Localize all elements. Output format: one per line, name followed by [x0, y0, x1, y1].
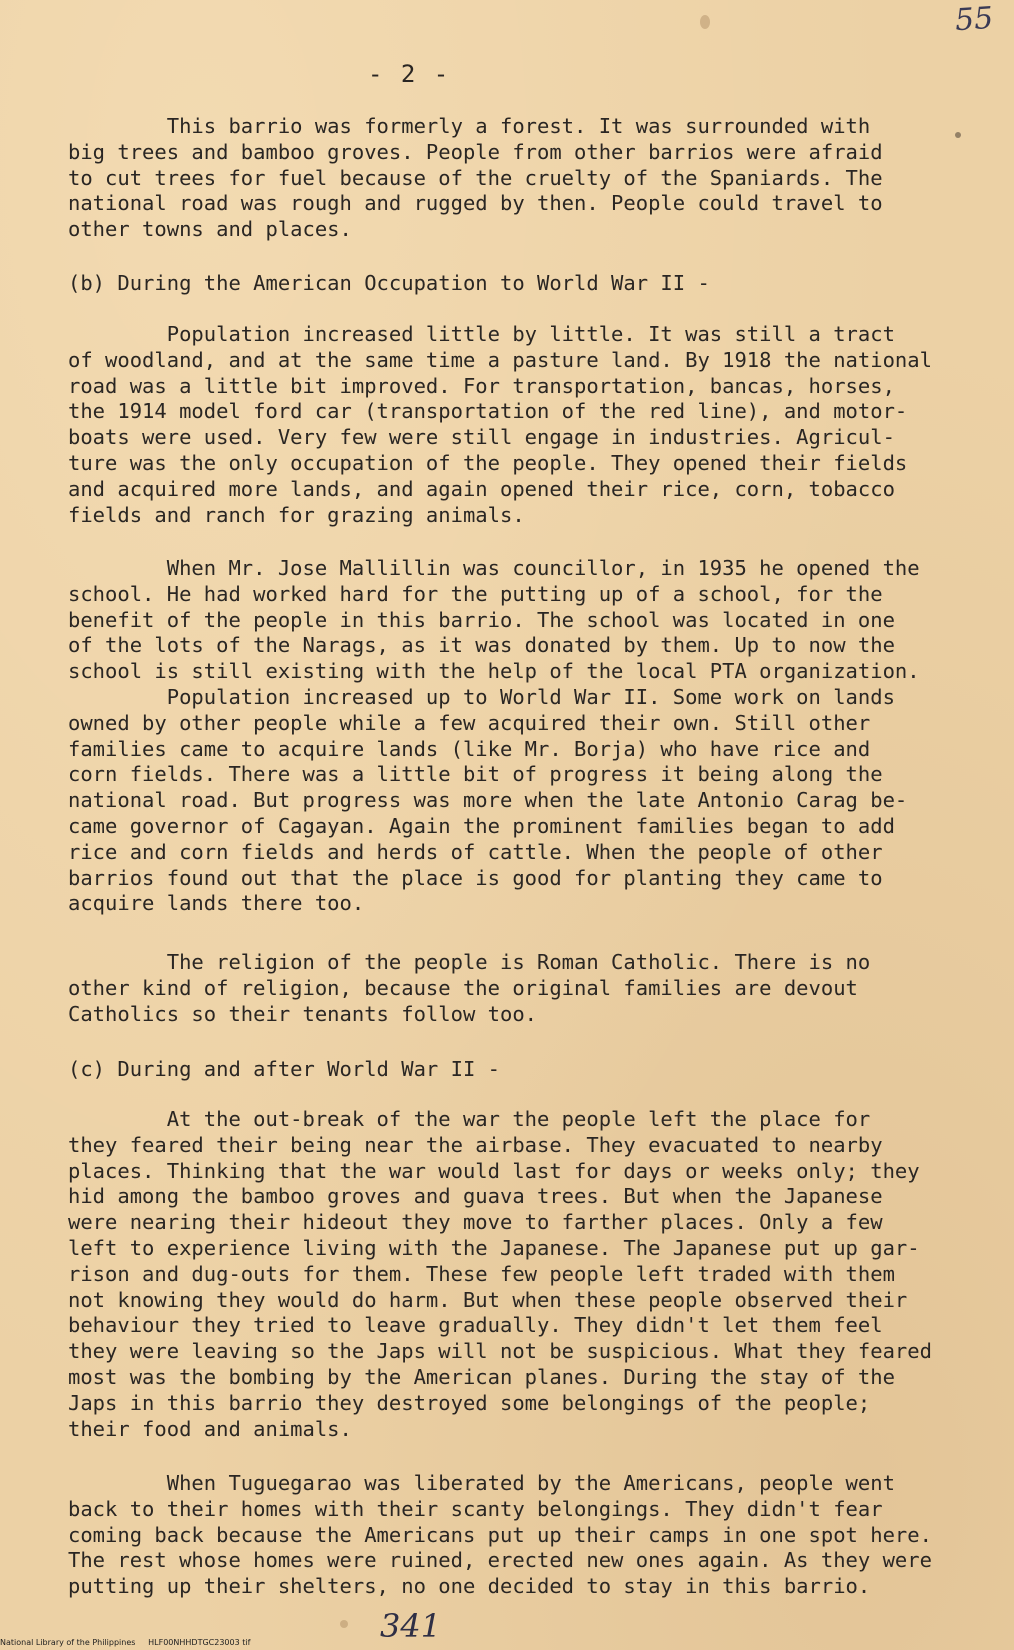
- text-line: (c) During and after World War II -: [68, 1057, 500, 1081]
- text-line: most was the bombing by the American planes. During the stay of the: [68, 1364, 895, 1389]
- paper-stain: [700, 15, 710, 29]
- text-line: were nearing their hideout they move to farther places. Only a few: [68, 1210, 883, 1235]
- text-line: school. He had worked hard for the putting up of a school, for the: [68, 581, 883, 606]
- text-line: (b) During the American Occupation to World War II -: [68, 271, 710, 295]
- text-line: At the out-break of the war the people left the place for: [68, 1107, 871, 1131]
- text-line: their food and animals.: [68, 1416, 352, 1441]
- text-line: of the lots of the Narags, as it was donated by them. Up to now the: [68, 633, 895, 658]
- handwritten-bottom-number: 341: [380, 1607, 442, 1645]
- typed-page-number: - 2 -: [368, 60, 451, 88]
- paragraph: [68, 950, 988, 1027]
- text-line: rison and dug-outs for them. These few people left traded with them: [68, 1261, 895, 1286]
- text-line: not knowing they would do harm. But when these people observed their: [68, 1287, 908, 1312]
- text-line: acquire lands there too.: [68, 891, 365, 916]
- text-line: Catholics so their tenants follow too.: [68, 1001, 537, 1026]
- text-line: corn fields. There was a little bit of progress it being along the: [68, 762, 883, 787]
- text-line: the 1914 model ford car (transportation of the red line), and motor-: [68, 399, 908, 424]
- section-heading-b: [68, 271, 988, 297]
- text-line: ture was the only occupation of the people. They opened their fields: [68, 450, 908, 475]
- paragraph: [68, 114, 988, 243]
- text-line: boats were used. Very few were still engage in industries. Agricul-: [68, 425, 895, 450]
- text-line: fields and ranch for grazing animals.: [68, 502, 525, 527]
- text-line: back to their homes with their scanty belongings. They didn't fear: [68, 1496, 883, 1521]
- paper-stain: [340, 1620, 348, 1628]
- text-line: to cut trees for fuel because of the cruelty of the Spaniards. The: [68, 165, 883, 190]
- archive-footer: National Library of the Philippines HLF00NHHDTGC23003 tif: [0, 1638, 251, 1647]
- text-line: benefit of the people in this barrio. The school was located in one: [68, 607, 895, 632]
- text-line: road was a little bit improved. For transportation, bancas, horses,: [68, 373, 895, 398]
- text-line: coming back because the Americans put up their camps in one spot here.: [68, 1522, 932, 1547]
- text-line: behaviour they tried to leave gradually. They didn't let them feel: [68, 1313, 883, 1338]
- text-line: putting up their shelters, no one decided to stay in this barrio.: [68, 1574, 871, 1599]
- text-line: Population increased up to World War II. Some work on lands: [68, 684, 895, 709]
- text-line: families came to acquire lands (like Mr. Borja) who have rice and: [68, 736, 871, 761]
- text-line: When Tuguegarao was liberated by the Americans, people went: [68, 1471, 895, 1495]
- text-line: other towns and places.: [68, 217, 352, 242]
- text-line: places. Thinking that the war would last for days or weeks only; they: [68, 1158, 920, 1183]
- paragraph: [68, 556, 988, 917]
- text-line: owned by other people while a few acquired their own. Still other: [68, 710, 871, 735]
- text-line: rice and corn fields and herds of cattle. When the people of other: [68, 839, 883, 864]
- text-line: of woodland, and at the same time a pasture land. By 1918 the national: [68, 347, 932, 372]
- text-line: big trees and bamboo groves. People from other barrios were afraid: [68, 139, 883, 164]
- text-line: hid among the bamboo groves and guava trees. But when the Japanese: [68, 1184, 883, 1209]
- text-line: came governor of Cagayan. Again the prominent families began to add: [68, 813, 895, 838]
- text-line: left to experience living with the Japanese. The Japanese put up gar-: [68, 1235, 920, 1260]
- text-line: national road. But progress was more when the late Antonio Carag be-: [68, 788, 908, 813]
- text-line: The religion of the people is Roman Catholic. There is no: [68, 950, 871, 974]
- text-line: they feared their being near the airbase. They evacuated to nearby: [68, 1132, 883, 1157]
- handwritten-page-number: 55: [953, 0, 995, 39]
- paragraph: [68, 1107, 988, 1442]
- text-line: national road was rough and rugged by then. People could travel to: [68, 191, 883, 216]
- text-line: When Mr. Jose Mallillin was councillor, in 1935 he opened the: [68, 556, 920, 580]
- text-line: Population increased little by little. It was still a tract: [68, 322, 895, 346]
- text-line: Japs in this barrio they destroyed some belongings of the people;: [68, 1390, 871, 1415]
- text-line: The rest whose homes were ruined, erected new ones again. As they were: [68, 1548, 932, 1573]
- text-line: other kind of religion, because the original families are devout: [68, 975, 858, 1000]
- paragraph: [68, 1471, 988, 1600]
- text-line: and acquired more lands, and again opened their rice, corn, tobacco: [68, 476, 895, 501]
- paragraph: [68, 322, 988, 528]
- text-line: This barrio was formerly a forest. It was surrounded with: [68, 114, 871, 138]
- section-heading-c: [68, 1057, 988, 1083]
- text-line: barrios found out that the place is good for planting they came to: [68, 865, 883, 890]
- text-line: school is still existing with the help of the local PTA organization.: [68, 659, 920, 684]
- text-line: they were leaving so the Japs will not be suspicious. What they feared: [68, 1339, 932, 1364]
